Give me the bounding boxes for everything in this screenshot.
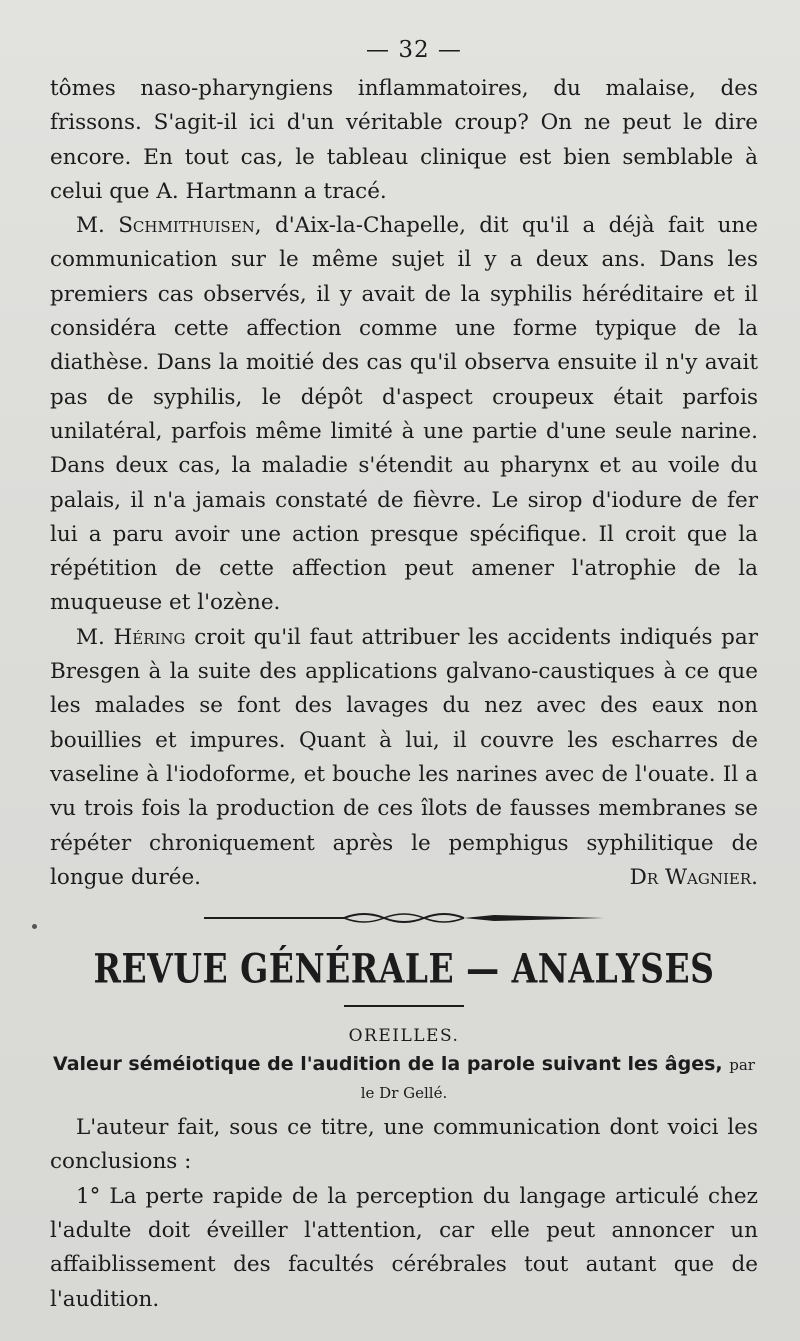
paragraph-continuation: tômes naso-pharyngiens inflammatoires, du malaise, des frissons. S'agit-il ici d'un véritable croup? On ne peut le dire encore. En tout cas, le tableau clinique est bien semblable à celui que A. Hartmann a tracé. — [50, 76, 758, 204]
article-byline: par le Dr Gellé. — [360, 1056, 755, 1103]
title-underline — [344, 1005, 464, 1007]
body-text — [50, 72, 758, 895]
article-title — [50, 1051, 758, 1107]
margin-dot — [32, 924, 37, 929]
article-intro: L'auteur fait, sous ce titre, une communication dont voici les conclusions : — [50, 1115, 758, 1175]
paragraph-text: , d'Aix-la-Chapelle, dit qu'il a déjà fait une communication sur le même sujet il y a deux ans. Dans les premiers cas observés, il y avait de la syphilis héréditaire et il considéra cette affection comme une forme typique de la diathèse. Dans la moitié des cas qu'il observa ensuite il n'y avait pas de syphilis, le dépôt d'aspect croupeux était parfois unilatéral, parfois même limité à une partie d'une seule narine. Dans deux cas, la maladie s'étendit au pharynx et au voile du palais, il n'a jamais constaté de fièvre. Le sirop d'iodure de fer lui a paru avoir une action presque spécifique. Il croit que la répétition de cette affection peut amener l'atrophie de la muqueuse et l'ozène. — [50, 213, 758, 616]
article-body — [50, 1111, 758, 1317]
article-point-1: 1° La perte rapide de la perception du langage articulé chez l'adulte doit éveiller l'attention, car elle peut annoncer un affaiblissement des facultés cérébrales tout autant que de l'audition. — [50, 1183, 758, 1312]
ornament-divider-icon — [194, 906, 614, 930]
speaker-name: M. Schmithuisen — [76, 213, 255, 239]
speaker-name: M. Héring — [76, 624, 186, 650]
page-number: — 32 — — [366, 37, 462, 63]
ornamental-rule — [50, 905, 758, 931]
paragraph-schmithuisen — [50, 209, 758, 621]
paragraph-text: croit qu'il faut attribuer les accidents indiqués par Bresgen à la suite des applications galvano-caustiques à ce que les malades se font des lavages du nez avec des eaux non bouillies et impures. Quant à lui, il couvre les escharres de vaseline à l'iodoforme, et bouche les narines avec de l'ouate. Il a vu trois fois la production de ces îlots de fausses membranes se répéter chroniquement après le pemphigus syphilitique de longue durée. — [50, 624, 758, 890]
section-title: REVUE GÉNÉRALE — ANALYSES — [93, 944, 715, 993]
paragraph-hering — [50, 621, 758, 895]
subsection-heading: OREILLES. — [348, 1026, 460, 1047]
article-title-text: Valeur séméiotique de l'audition de la parole suivant les âges, — [53, 1053, 723, 1076]
signature: Dr Wagnier. — [629, 864, 758, 890]
